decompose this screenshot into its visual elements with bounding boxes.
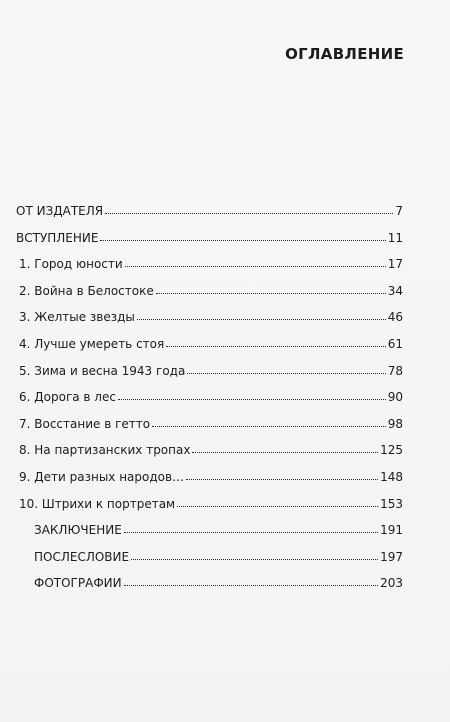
toc-entry-title: 4. Лучше умереть стоя	[19, 336, 165, 351]
dot-leader	[186, 479, 378, 480]
dot-leader	[152, 426, 386, 427]
toc-entry-chapter-8	[16, 442, 403, 469]
dot-leader	[105, 213, 393, 214]
dot-leader	[118, 399, 386, 400]
toc-entry-page: 153	[380, 496, 403, 511]
toc-entry-title: 5. Зима и весна 1943 года	[19, 363, 186, 378]
dot-leader	[187, 373, 385, 374]
dot-leader	[166, 346, 386, 347]
table-of-contents	[16, 203, 403, 602]
toc-entry-page: 197	[380, 549, 403, 564]
toc-entry-chapter-4	[16, 336, 403, 363]
toc-entry-page: 61	[387, 336, 403, 351]
toc-entry-title: ВСТУПЛЕНИЕ	[16, 230, 99, 245]
toc-entry-page: 203	[380, 576, 403, 591]
toc-entry-title: ФОТОГРАФИИ	[34, 576, 122, 591]
toc-entry-chapter-9	[16, 469, 403, 496]
toc-entry-title: 10. Штрихи к портретам	[19, 496, 176, 511]
toc-entry-page: 46	[387, 310, 403, 325]
toc-entry-title: 3. Желтые звезды	[19, 310, 135, 325]
toc-entry-page: 148	[380, 469, 403, 484]
toc-entry-title: ПОСЛЕСЛОВИЕ	[34, 549, 130, 564]
toc-entry-page: 17	[387, 257, 403, 272]
dot-leader	[124, 585, 378, 586]
toc-entry-title: 1. Город юности	[19, 257, 123, 272]
toc-entry-chapter-1	[16, 256, 403, 283]
dot-leader	[177, 506, 378, 507]
toc-entry-page: 98	[387, 416, 403, 431]
toc-entry-introduction	[16, 230, 403, 257]
toc-entry-chapter-3	[16, 309, 403, 336]
toc-entry-page: 34	[387, 283, 403, 298]
toc-entry-title: 6. Дорога в лес	[19, 390, 116, 405]
toc-entry-title: 7. Восстание в гетто	[19, 416, 151, 431]
dot-leader	[100, 240, 385, 241]
toc-entry-chapter-7	[16, 416, 403, 443]
dot-leader	[131, 559, 378, 560]
toc-entry-page: 7	[395, 204, 403, 218]
toc-entry-photographs	[16, 575, 403, 602]
toc-entry-title: 2. Война в Белостоке	[19, 283, 154, 298]
toc-entry-conclusion	[16, 522, 403, 549]
toc-entry-chapter-2	[16, 283, 403, 310]
toc-entry-title: 8. На партизанских тропах	[19, 443, 191, 458]
toc-entry-page: 125	[380, 443, 403, 458]
toc-entry-chapter-5	[16, 363, 403, 390]
dot-leader	[124, 532, 378, 533]
toc-entry-page: 191	[380, 523, 403, 538]
toc-entry-chapter-10	[16, 496, 403, 523]
dot-leader	[156, 293, 386, 294]
dot-leader	[192, 452, 378, 453]
toc-entry-title: ОТ ИЗДАТЕЛЯ	[16, 204, 104, 218]
dot-leader	[125, 266, 386, 267]
toc-entry-page: 78	[387, 363, 403, 378]
toc-entry-title: 9. Дети разных народов…	[19, 469, 185, 484]
toc-entry-chapter-6	[16, 389, 403, 416]
toc-entry-page: 11	[387, 230, 403, 245]
dot-leader	[137, 319, 386, 320]
toc-entry-from-publisher	[16, 203, 403, 230]
toc-entry-page: 90	[387, 390, 403, 405]
toc-entry-title: ЗАКЛЮЧЕНИЕ	[34, 523, 122, 538]
toc-heading: ОГЛАВЛЕНИЕ	[285, 45, 404, 63]
toc-entry-afterword	[16, 549, 403, 576]
